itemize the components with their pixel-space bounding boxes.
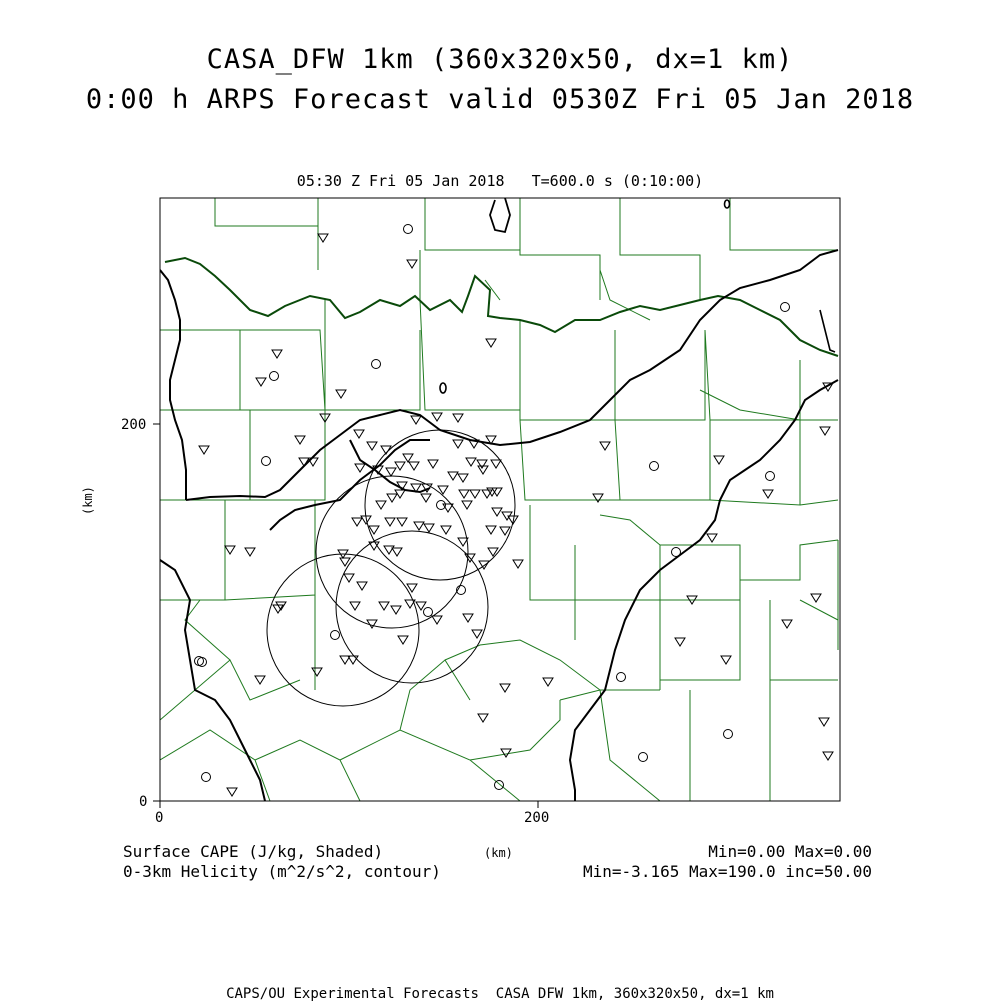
station-triangle bbox=[407, 260, 417, 268]
axis-ticks bbox=[153, 424, 538, 808]
station-triangle bbox=[513, 560, 523, 568]
station-triangle bbox=[272, 350, 282, 358]
station-triangle bbox=[492, 488, 502, 496]
station-triangle bbox=[256, 378, 266, 386]
y-unit: (km) bbox=[81, 486, 95, 515]
station-triangle bbox=[500, 527, 510, 535]
station-triangle bbox=[721, 656, 731, 664]
station-triangle bbox=[387, 494, 397, 502]
station-triangle bbox=[819, 718, 829, 726]
y-tick-0: 0 bbox=[139, 794, 148, 810]
station-triangle bbox=[395, 462, 405, 470]
station-triangle bbox=[823, 752, 833, 760]
station-circle bbox=[617, 673, 626, 682]
caption-helicity-range: Min=-3.165 Max=190.0 inc=50.00 bbox=[583, 862, 872, 881]
station-triangle bbox=[245, 548, 255, 556]
station-triangle bbox=[453, 440, 463, 448]
station-triangle bbox=[714, 456, 724, 464]
station-triangle bbox=[782, 620, 792, 628]
station-triangle bbox=[398, 636, 408, 644]
station-triangle bbox=[295, 436, 305, 444]
station-triangle bbox=[441, 526, 451, 534]
station-triangle bbox=[379, 602, 389, 610]
caption-cape-range: Min=0.00 Max=0.00 bbox=[708, 842, 872, 861]
station-triangle bbox=[675, 638, 685, 646]
y-tick-200: 200 bbox=[121, 417, 147, 433]
terrain-line bbox=[165, 258, 838, 356]
station-triangle bbox=[397, 518, 407, 526]
station-triangle bbox=[466, 458, 476, 466]
station-circle bbox=[424, 608, 433, 617]
station-triangle bbox=[432, 616, 442, 624]
caption-helicity: 0-3km Helicity (m^2/s^2, contour) bbox=[123, 862, 441, 881]
station-triangle bbox=[355, 464, 365, 472]
station-triangle bbox=[352, 518, 362, 526]
station-triangle bbox=[543, 678, 553, 686]
station-triangle bbox=[492, 508, 502, 516]
station-triangle bbox=[593, 494, 603, 502]
station-circle bbox=[202, 773, 211, 782]
station-triangle bbox=[458, 474, 468, 482]
station-triangle bbox=[472, 630, 482, 638]
station-triangle bbox=[432, 413, 442, 421]
station-triangle bbox=[199, 446, 209, 454]
station-triangle bbox=[500, 684, 510, 692]
station-circle bbox=[639, 753, 648, 762]
station-triangle bbox=[357, 582, 367, 590]
station-triangle bbox=[411, 416, 421, 424]
station-triangle bbox=[459, 490, 469, 498]
station-triangle bbox=[462, 501, 472, 509]
station-circle bbox=[672, 548, 681, 557]
station-triangle bbox=[486, 339, 496, 347]
range-ring bbox=[267, 554, 419, 706]
station-triangle bbox=[336, 390, 346, 398]
station-triangle bbox=[424, 524, 434, 532]
station-triangle bbox=[486, 526, 496, 534]
station-triangle bbox=[391, 606, 401, 614]
station-circle bbox=[195, 657, 204, 666]
station-triangle bbox=[453, 414, 463, 422]
station-circle bbox=[404, 225, 413, 234]
station-triangle bbox=[350, 602, 360, 610]
station-markers bbox=[195, 225, 834, 797]
station-triangle bbox=[227, 788, 237, 796]
station-triangle bbox=[225, 546, 235, 554]
x-tick-200: 200 bbox=[524, 810, 550, 826]
title-line-1: CASA_DFW 1km (360x320x50, dx=1 km) bbox=[206, 44, 794, 75]
station-triangle bbox=[414, 522, 424, 530]
station-triangle bbox=[367, 442, 377, 450]
station-triangle bbox=[384, 546, 394, 554]
station-triangle bbox=[421, 494, 431, 502]
station-circle bbox=[650, 462, 659, 471]
station-triangle bbox=[392, 548, 402, 556]
station-circle bbox=[331, 631, 340, 640]
station-circle bbox=[270, 372, 279, 381]
station-circle bbox=[262, 457, 271, 466]
footer-credit: CAPS/OU Experimental Forecasts CASA DFW 1km, 360x320x50, dx=1 km bbox=[226, 986, 774, 1002]
station-triangle bbox=[448, 472, 458, 480]
station-triangle bbox=[409, 462, 419, 470]
county-boundaries bbox=[160, 198, 838, 801]
station-circle bbox=[372, 360, 381, 369]
station-triangle bbox=[491, 460, 501, 468]
station-triangle bbox=[428, 460, 438, 468]
x-unit: (km) bbox=[484, 846, 513, 860]
station-circle bbox=[781, 303, 790, 312]
station-triangle bbox=[354, 430, 364, 438]
station-triangle bbox=[600, 442, 610, 450]
station-triangle bbox=[470, 490, 480, 498]
station-triangle bbox=[386, 468, 396, 476]
station-circle bbox=[724, 730, 733, 739]
caption-cape: Surface CAPE (J/kg, Shaded) bbox=[123, 842, 384, 861]
station-triangle bbox=[820, 427, 830, 435]
station-triangle bbox=[376, 501, 386, 509]
station-triangle bbox=[344, 574, 354, 582]
station-triangle bbox=[463, 614, 473, 622]
station-triangle bbox=[312, 668, 322, 676]
title-line-2: 0:00 h ARPS Forecast valid 0530Z Fri 05 Jan 2018 bbox=[85, 84, 915, 115]
station-triangle bbox=[318, 234, 328, 242]
station-triangle bbox=[403, 454, 413, 462]
plot-subtitle: 05:30 Z Fri 05 Jan 2018 T=600.0 s (0:10:00) bbox=[296, 172, 704, 190]
station-circle bbox=[495, 781, 504, 790]
station-circle bbox=[766, 472, 775, 481]
station-triangle bbox=[707, 534, 717, 542]
radar-range-rings bbox=[267, 430, 515, 706]
station-triangle bbox=[811, 594, 821, 602]
station-triangle bbox=[385, 518, 395, 526]
station-triangle bbox=[255, 676, 265, 684]
x-tick-0: 0 bbox=[155, 810, 164, 826]
station-triangle bbox=[763, 490, 773, 498]
station-triangle bbox=[478, 714, 488, 722]
